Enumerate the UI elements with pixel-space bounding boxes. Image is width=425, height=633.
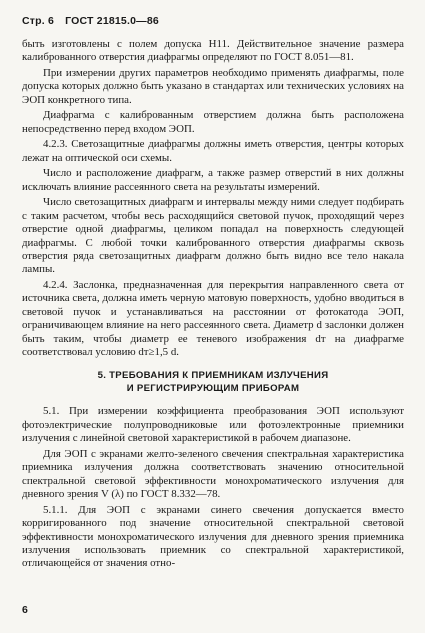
paragraph: 5.1. При измерении коэффициента преобразования ЭОП используют фотоэлектрические полупроводниковые или фотоэлектронные приемники излучения с линейной световой характеристикой в рабочем диапазоне. — [22, 405, 404, 445]
paragraph: Диафрагма с калиброванным отверстием должна быть расположена непосредственно перед входом ЭОП. — [22, 109, 404, 135]
paragraph: Число светозащитных диафрагм и интервалы между ними следует подбирать с таким расчетом, чтобы весь расходящийся световой пучок, проходящий через отверстие одной диафрагмы, целиком попадал на поверхность следующей диафрагмы. С любой точки калиброванного отверстия диафрагмы сквозь отверстия ряда светозащитных диафрагм должно быть видно все тело накала лампы. — [22, 196, 404, 276]
paragraph: При измерении других параметров необходимо применять диафрагмы, поле допуска которых должно быть указано в стандартах или технических условиях на ЭОП конкретного типа. — [22, 67, 404, 106]
page-label: Стр. 6 — [22, 15, 55, 27]
section-title-line: И РЕГИСТРИРУЮЩИМ ПРИБОРАМ — [126, 383, 300, 395]
paragraph: 4.2.4. Заслонка, предназначенная для перекрытия направленного света от источника света, должна иметь черную матовую поверхность, удобно вводиться в световой пучок и устанавливаться на расстоянии от фотокатода ЭОП, ограничивающем влияние на него рассеянного света. Диаметр d заслонки должен быть таким, чтобы диаметр ее теневого изображения dт на диафрагме соответствовал условию dт≥1,5 d. — [22, 279, 404, 359]
paragraph: 5.1.1. Для ЭОП с экранами синего свечения допускается вместо корригированного под значение относительной спектральной световой эффективности монохроматического излучения для дневного зрения приемника излучения использовать приемник со спектральной характеристикой, отличающейся от значения отно- — [22, 503, 404, 570]
paragraph: Для ЭОП с экранами желто-зеленого свечения спектральная характеристика приемника излучения должна соответствовать значению относительной спектральной световой эффективности монохроматического излучения для дневного зрения V (λ) по ГОСТ 8.332—78. — [22, 447, 404, 501]
section-title — [22, 369, 404, 395]
page-number: 6 — [22, 604, 28, 616]
document-body — [22, 38, 404, 573]
paragraph: 4.2.3. Светозащитные диафрагмы должны иметь отверстия, центры которых лежат на оптической оси схемы. — [22, 138, 404, 164]
paragraph: быть изготовлены с полем допуска H11. Действительное значение размера калиброванного отверстия диафрагмы определяют по ГОСТ 8.051—81. — [22, 38, 404, 64]
paragraph: Число и расположение диафрагм, а также размер отверстий в них должны исключать влияние рассеянного света на результаты измерений. — [22, 167, 404, 193]
page-header — [22, 15, 402, 31]
standard-number: ГОСТ 21815.0—86 — [65, 15, 159, 27]
section-title-line: 5. ТРЕБОВАНИЯ К ПРИЕМНИКАМ ИЗЛУЧЕНИЯ — [97, 370, 329, 382]
